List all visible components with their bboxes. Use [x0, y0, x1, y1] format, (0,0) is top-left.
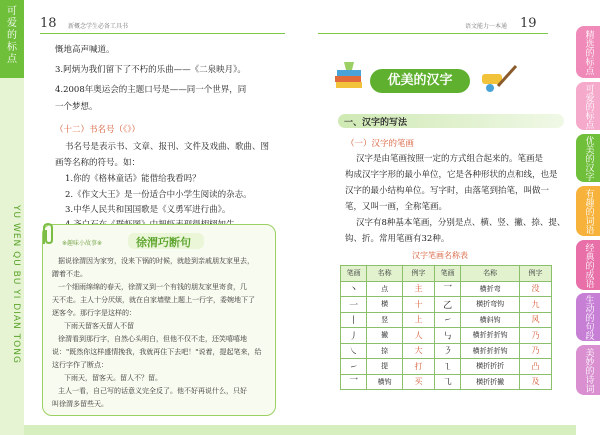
story-paragraph: 主人一看，自己写的话意义完全反了。他不好再说什么，只好 [58, 387, 247, 395]
stroke-cell: 一 [341, 297, 367, 313]
story-title: 徐渭巧断句 [136, 236, 191, 249]
paragraph: 画等名称的符号。如： [55, 158, 141, 168]
right-header-rule [318, 33, 548, 34]
table-row [341, 312, 552, 328]
example-char-cell: 上 [403, 312, 435, 328]
stroke-cell: ㇀ [341, 359, 367, 375]
example-char-cell: 打 [403, 359, 435, 375]
column-header: 例字 [519, 266, 551, 282]
example-char-cell: 人 [403, 328, 435, 344]
left-page-number: 18 [40, 16, 57, 31]
left-header-rule [40, 33, 285, 34]
paperclip-icon [36, 222, 62, 248]
stroke-cell: ㇉ [434, 328, 460, 344]
books-icon [332, 58, 366, 94]
example-char-cell: 乃 [519, 343, 551, 359]
section-heading: 一、汉字的写法 [344, 118, 408, 128]
story-paragraph: 叫徐渭多留些天。 [52, 400, 108, 408]
stroke-cell: 丶 [341, 281, 367, 297]
paragraph: 笔，又叫一画，全称笔画。 [345, 202, 448, 212]
stroke-cell: 丿 [341, 328, 367, 344]
story-paragraph: 据说徐渭因为家穷，没来下锅的时候，就趁到亲戚朋友家里去， [58, 257, 254, 265]
brush-and-ink-icon [478, 60, 518, 94]
example-char-cell: 风 [519, 312, 551, 328]
story-paragraph: 一个细雨绵绵的春天，徐渭又到一个有钱的朋友家里寄食，几 [58, 283, 247, 291]
paragraph: 钩、折。常用笔画有32种。 [345, 234, 450, 244]
paragraph: 3.阿炳为我们留下了不朽的乐曲——《二泉映月》。 [55, 65, 246, 75]
stroke-name-cell: 横 [367, 297, 403, 313]
stroke-name-cell: 横折折折钩 [461, 343, 520, 359]
example-char-cell: 九 [519, 297, 551, 313]
table-row [341, 328, 552, 344]
stroke-cell: 乛 [341, 374, 367, 390]
example-char-cell: 主 [403, 281, 435, 297]
chapter-tab[interactable]: 经典的成语 [576, 240, 600, 290]
paragraph: 4.2008年奥运会的主题口号是——同一个世界，同 [55, 85, 247, 95]
column-header: 笔画 [341, 266, 367, 282]
stroke-name-cell: 竖 [367, 312, 403, 328]
story-paragraph: 徐渭看到那行字，自然心头明白，但他不仅不走，还笑嘻嘻地 [58, 335, 247, 343]
stroke-cell: ㇈ [434, 374, 460, 390]
column-header: 例字 [403, 266, 435, 282]
story-paragraph: 逐客令。那行字是这样的： [52, 309, 136, 317]
chapter-tab[interactable]: 可爱的标点 [576, 82, 600, 130]
stroke-cell: 乙 [434, 297, 460, 313]
paragraph: 慨地高声喊道。 [55, 45, 115, 55]
left-section-tab-label: 可爱的标点 [7, 6, 17, 65]
example-char-cell: 买 [403, 374, 435, 390]
column-header: 名称 [367, 266, 403, 282]
paragraph: 汉字是由笔画按照一定的方式组合起来的。笔画是 [356, 154, 544, 164]
stroke-name-cell: 横折折折 [461, 359, 520, 375]
stroke-cell: ㇅ [434, 359, 460, 375]
stroke-name-cell: 点 [367, 281, 403, 297]
example-char-cell: 大 [403, 343, 435, 359]
stroke-cell: 丨 [341, 312, 367, 328]
paragraph: 汉字有8种基本笔画，分别是点、横、竖、撇、捺、提、 [356, 218, 566, 228]
table-row [341, 374, 552, 390]
right-page-header: 语文能力一本通 [465, 23, 508, 30]
bottom-decoration-band [24, 425, 576, 435]
example-line: 3.中华人民共和国国歌是《义勇军进行曲》。 [65, 205, 231, 215]
example-line: 1.你的《格林童话》能借给我看吗？ [65, 174, 201, 184]
table-header-row [341, 266, 552, 282]
table-row [341, 281, 552, 297]
stroke-name-cell: 横折弯钩 [461, 297, 520, 313]
example-line: 2.《作文大王》是一份适合中小学生阅读的杂志。 [65, 190, 252, 200]
column-header: 笔画 [434, 266, 460, 282]
story-paragraph: 这行字作了断点： [52, 361, 108, 369]
section-heading-quotation-marks: （十二）书名号（《》） [55, 125, 141, 135]
column-header: 名称 [461, 266, 520, 282]
stroke-name-cell: 提 [367, 359, 403, 375]
story-label: ※趣味小故事※ [62, 240, 103, 247]
vertical-pinyin-title: YU WEN QU BU YI DIAN TONG [11, 205, 21, 364]
chapter-tab[interactable]: 有趣的词语 [576, 186, 600, 236]
stroke-cell: ㇏ [341, 343, 367, 359]
subsection-heading: （一）汉字的笔画 [346, 139, 415, 149]
chapter-tab[interactable]: 优美的汉字 [576, 134, 600, 182]
story-paragraph: 说："既然你这样盛情挽我，我就再住下去吧！"说着，提起笔来，给 [52, 348, 262, 356]
table-row [341, 343, 552, 359]
stroke-name-cell: 撇 [367, 328, 403, 344]
stroke-name-cell: 横折折折钩 [461, 328, 520, 344]
chapter-tab[interactable]: 生动的句段 [576, 293, 600, 341]
stroke-cell: 乛 [434, 281, 460, 297]
stroke-name-cell: 捺 [367, 343, 403, 359]
example-char-cell: 乃 [519, 328, 551, 344]
chapter-tab[interactable]: 美妙的诗词 [576, 345, 600, 395]
table-row [341, 297, 552, 313]
stroke-name-cell: 横折折撇 [461, 374, 520, 390]
stroke-name-cell: 横钩 [367, 374, 403, 390]
paragraph: 书名号是表示书、文章、报刊、文件及戏曲、歌曲、图 [65, 142, 270, 152]
section-banner: 优美的汉字 [370, 69, 470, 93]
example-char-cell: 及 [519, 374, 551, 390]
story-quote-line: 下雨天，留客天。留人不？留。 [64, 374, 162, 382]
stroke-name-cell: 横折弯 [461, 281, 520, 297]
story-paragraph: 天不走。主人十分厌烦，就在自家墙壁上题上一行字，委婉地下了 [52, 296, 255, 304]
paragraph: 构成汉字字形的最小单位，它是各种形状的点和线，也是 [345, 170, 558, 180]
example-char-cell: 凸 [519, 359, 551, 375]
table-row [341, 359, 552, 375]
paragraph: 汉字的最小结构单位。写字时，由落笔到抬笔，叫做一 [345, 186, 550, 196]
example-char-cell: 没 [519, 281, 551, 297]
stroke-cell: ㇀ [434, 312, 460, 328]
chapter-tab[interactable]: 精选的标点 [576, 26, 600, 78]
story-paragraph: 蹭着不走。 [52, 270, 87, 278]
story-quote-line: 下雨天留客天留人不留 [64, 322, 134, 330]
stroke-cell: ㇋ [434, 343, 460, 359]
left-page-header: 新概念学生必备工具书 [68, 23, 129, 30]
right-page-number: 19 [520, 16, 537, 31]
example-char-cell: 十 [403, 297, 435, 313]
stroke-name-cell: 横斜钩 [461, 312, 520, 328]
stroke-name-table [340, 265, 552, 390]
paragraph: 一个梦想。 [55, 102, 98, 112]
table-caption: 汉字笔画名称表 [412, 251, 468, 260]
